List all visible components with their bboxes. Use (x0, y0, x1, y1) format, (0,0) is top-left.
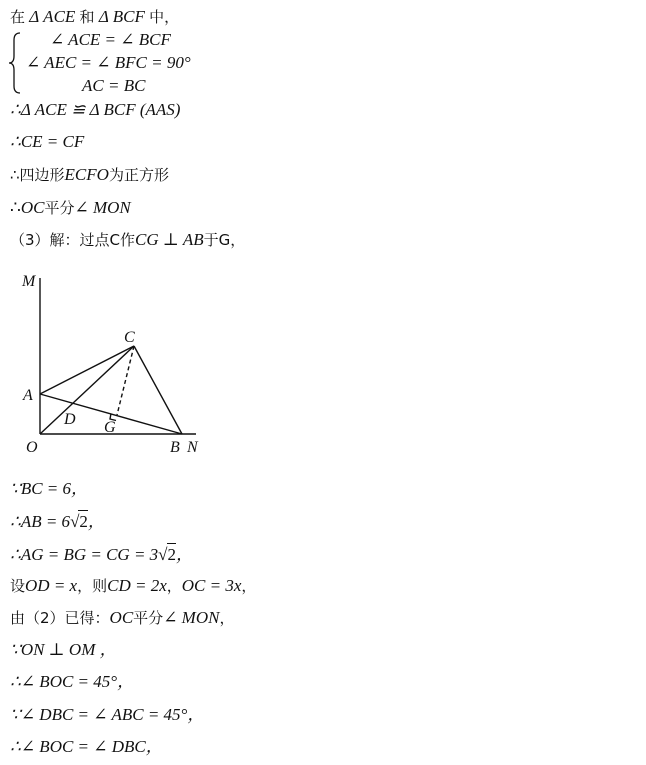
label-o: O (26, 439, 38, 456)
segment-oc: OC (20, 198, 45, 217)
text-bisect: 平分 (44, 199, 75, 217)
line-dbc-abc: ∵∠ DBC = ∠ ABC = 45°， (10, 705, 205, 724)
text-quad: ∴四边形 (10, 166, 65, 184)
segment-cg-dashed (117, 346, 134, 415)
system-brace (8, 32, 22, 94)
line-from-2 (10, 607, 234, 629)
label-m: M (22, 273, 36, 290)
oc-eq-3x: OC = 3x (181, 576, 242, 595)
line-congruent: ∴Δ ACE ≌ Δ BCF (AAS) (10, 100, 181, 119)
label-b: B (170, 439, 180, 456)
ag-comma: ， (176, 545, 194, 564)
ab-comma: ， (87, 512, 105, 531)
label-a: A (23, 387, 33, 404)
line-boc-45: ∴∠ BOC = 45°， (10, 672, 135, 691)
text-part3: （3）解：过点C作 (10, 231, 136, 249)
od-eq-x: OD = x (25, 576, 78, 595)
line-square (10, 164, 169, 186)
segment-ac (40, 346, 134, 394)
ag-value-prefix: ∴AG = BG = CG = 3 (10, 545, 159, 564)
cd-eq-2x: CD = 2x (107, 576, 167, 595)
line-on-perp-om: ∵ON ⊥ OM ， (10, 640, 117, 659)
text-square: 为正方形 (108, 166, 169, 184)
system-line-2: ∠ AEC = ∠ BFC = 90° (26, 53, 191, 72)
triangle-bcf: Δ BCF (98, 7, 145, 26)
label-c: C (124, 329, 135, 346)
angle-mon: ∠ MON (74, 198, 131, 217)
text-comma-2: ， (219, 609, 235, 627)
triangle-ace: Δ ACE (29, 7, 76, 26)
text-he: 和 (79, 8, 95, 26)
line-let-od (10, 575, 256, 597)
label-d: D (64, 411, 76, 428)
text-comma-end: ， (241, 577, 257, 595)
label-g: G (104, 419, 116, 436)
segment-oc-2: OC (109, 608, 134, 627)
text-then: ，则 (77, 577, 108, 595)
line-ab (10, 510, 105, 533)
geometry-figure (14, 268, 214, 458)
text-zai: 在 (10, 8, 26, 26)
label-n: N (187, 439, 198, 456)
line-bc-6: ∵BC = 6， (10, 479, 89, 498)
line-bisect (10, 197, 131, 219)
system-line-3: AC = BC (82, 76, 146, 95)
ab-value-prefix: ∴AB = 6 (10, 512, 71, 531)
line-ce-cf: ∴CE = CF (10, 132, 85, 151)
line-1 (10, 6, 179, 28)
text-zhong: 中， (149, 8, 180, 26)
cg-perp-ab: CG ⊥ AB (135, 230, 204, 249)
ag-radicand: 2 (167, 545, 177, 564)
text-bisect-2: 平分 (133, 609, 164, 627)
system-line-1: ∠ ACE = ∠ BCF (50, 30, 171, 49)
quad-ecfo: ECFO (64, 165, 109, 184)
text-comma: ， (166, 577, 182, 595)
text-let: 设 (10, 577, 26, 595)
segment-oc-fig (40, 346, 134, 434)
line-boc-dbc: ∴∠ BOC = ∠ DBC， (10, 737, 163, 756)
segment-bc (134, 346, 182, 434)
sqrt-sign-2: √ (158, 545, 168, 564)
therefore-symbol: ∴ (10, 198, 21, 217)
text-at-g: 于G， (203, 231, 246, 249)
sqrt-sign: √ (70, 512, 80, 531)
ab-radicand: 2 (79, 512, 88, 531)
text-from-2: 由（2）已得： (10, 609, 110, 627)
line-part3 (10, 229, 245, 251)
angle-mon-2: ∠ MON (163, 608, 220, 627)
line-ag-bg-cg (10, 543, 193, 566)
